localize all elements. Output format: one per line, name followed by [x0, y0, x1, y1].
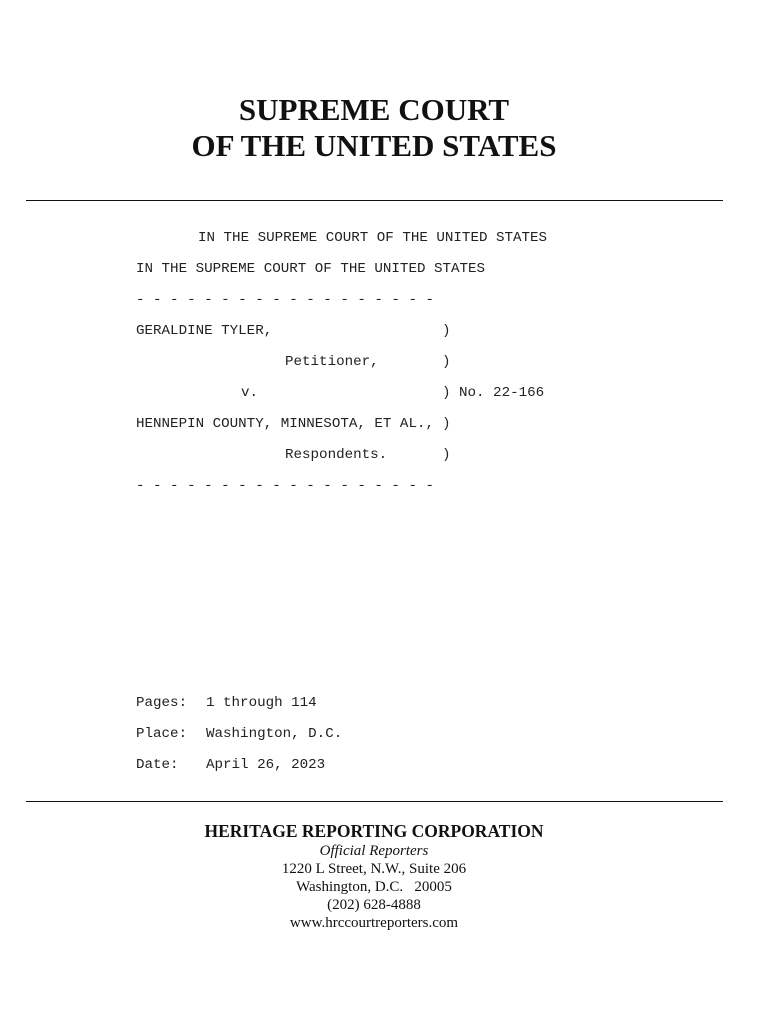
court-heading: IN THE SUPREME COURT OF THE UNITED STATES	[136, 261, 486, 277]
pages-value: 1 through 114	[206, 695, 317, 711]
page-title-line2: OF THE UNITED STATES	[191, 128, 557, 163]
place-value: Washington, D.C.	[206, 726, 343, 742]
place-label: Place:	[136, 726, 188, 742]
date-label: Date:	[136, 757, 179, 773]
footer-block	[0, 820, 748, 932]
phone-number: (202) 628-4888	[327, 897, 421, 913]
caption-paren: )	[442, 447, 451, 463]
caption-paren: )	[442, 354, 451, 370]
address-line2: Washington, D.C. 20005	[296, 879, 452, 895]
website-link[interactable]: www.hrccourtreporters.com	[289, 915, 459, 931]
respondent-name: HENNEPIN COUNTY, MINNESOTA, ET AL.,	[136, 416, 434, 432]
corporation-name: HERITAGE REPORTING CORPORATION	[204, 821, 544, 841]
caption-paren: )	[442, 323, 451, 339]
official-reporters: Official Reporters	[319, 843, 429, 859]
address-line1: 1220 L Street, N.W., Suite 206	[281, 861, 467, 877]
petitioner-name: GERALDINE TYLER,	[136, 323, 273, 339]
court-heading-indented: IN THE SUPREME COURT OF THE UNITED STATES	[198, 230, 548, 246]
top-divider	[26, 200, 723, 201]
caption-paren: )	[442, 385, 451, 401]
date-value: April 26, 2023	[206, 757, 326, 773]
petitioner-role: Petitioner,	[285, 354, 379, 370]
respondent-role: Respondents.	[285, 447, 388, 463]
caption-paren: )	[442, 416, 451, 432]
dash-separator-bottom: - - - - - - - - - - - - - - - - - -	[136, 478, 434, 494]
case-number: No. 22-166	[459, 385, 545, 401]
pages-label: Pages:	[136, 695, 188, 711]
page-title-line1: SUPREME COURT	[238, 92, 510, 127]
versus: v.	[241, 385, 259, 401]
dash-separator-top: - - - - - - - - - - - - - - - - - -	[136, 292, 434, 308]
bottom-divider	[26, 801, 723, 802]
